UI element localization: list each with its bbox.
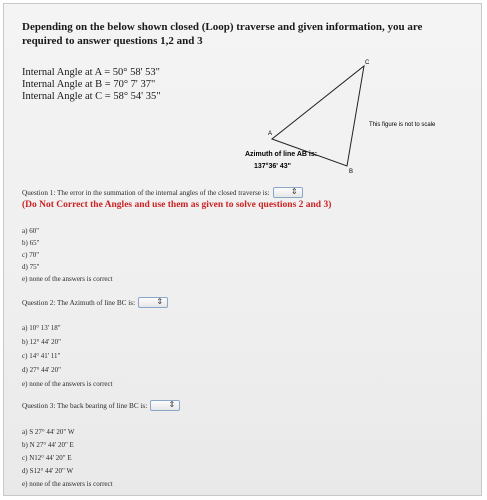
header-line-2: required to answer questions 1,2 and 3 [22, 35, 203, 47]
document-photo [3, 3, 482, 496]
question-1-text: Question 1: The error in the summation of the internal angles of the closed traverse is: [22, 189, 270, 198]
updown-arrows-icon: ⇕ [156, 297, 164, 306]
question-3-text: Question 3: The back bearing of line BC is: [22, 402, 148, 411]
header-line-1: Depending on the below shown closed (Loop) traverse and given information, you are [22, 21, 423, 33]
q2-option-d: d) 27° 44' 20" [22, 366, 61, 374]
azimuth-label: Azimuth of line AB is: [245, 151, 318, 158]
q2-option-c: c) 14° 41' 11" [22, 352, 61, 360]
q2-option-e: e) none of the answers is correct [22, 380, 113, 388]
q2-option-a: a) 10° 13' 18" [22, 324, 61, 332]
traverse-figure [4, 4, 482, 184]
question-1 [22, 188, 303, 199]
q3-option-c: c) N12° 44' 20" E [22, 454, 72, 462]
azimuth-value: 137°36' 43" [254, 163, 291, 170]
q1-option-e: e) none of the answers is correct [22, 275, 113, 283]
q1-option-c: c) 70" [22, 251, 40, 259]
question-1-dropdown[interactable] [273, 187, 303, 198]
q1-option-a: a) 60" [22, 227, 40, 235]
vertex-a-label: A [268, 131, 273, 137]
question-2-dropdown[interactable] [138, 297, 168, 308]
q3-option-d: d) S12° 44' 20" W [22, 467, 74, 475]
q3-option-a: a) S 27° 44' 20" W [22, 428, 75, 436]
question-2-text: Question 2: The Azimuth of line BC is: [22, 299, 136, 308]
updown-arrows-icon: ⇕ [290, 187, 298, 196]
question-2 [22, 298, 168, 309]
scale-note: This figure is not to scale [369, 122, 436, 128]
q1-option-b: b) 65" [22, 239, 40, 247]
red-instruction: (Do Not Correct the Angles and use them as given to solve questions 2 and 3) [22, 200, 332, 210]
question-3 [22, 401, 180, 412]
q3-option-e: e) none of the answers is correct [22, 480, 113, 488]
updown-arrows-icon: ⇕ [168, 400, 176, 409]
angle-a: Internal Angle at A = 50° 58' 53" [22, 67, 160, 78]
q3-option-b: b) N 27° 44' 20" E [22, 441, 74, 449]
vertex-c-label: C [365, 60, 370, 66]
q1-option-d: d) 75" [22, 263, 40, 271]
vertex-b-label: B [349, 169, 354, 175]
angle-c: Internal Angle at C = 58° 54' 35" [22, 91, 161, 102]
angle-b: Internal Angle at B = 70° 7' 37" [22, 79, 156, 90]
q2-option-b: b) 12° 44' 20" [22, 338, 61, 346]
question-3-dropdown[interactable] [150, 400, 180, 411]
